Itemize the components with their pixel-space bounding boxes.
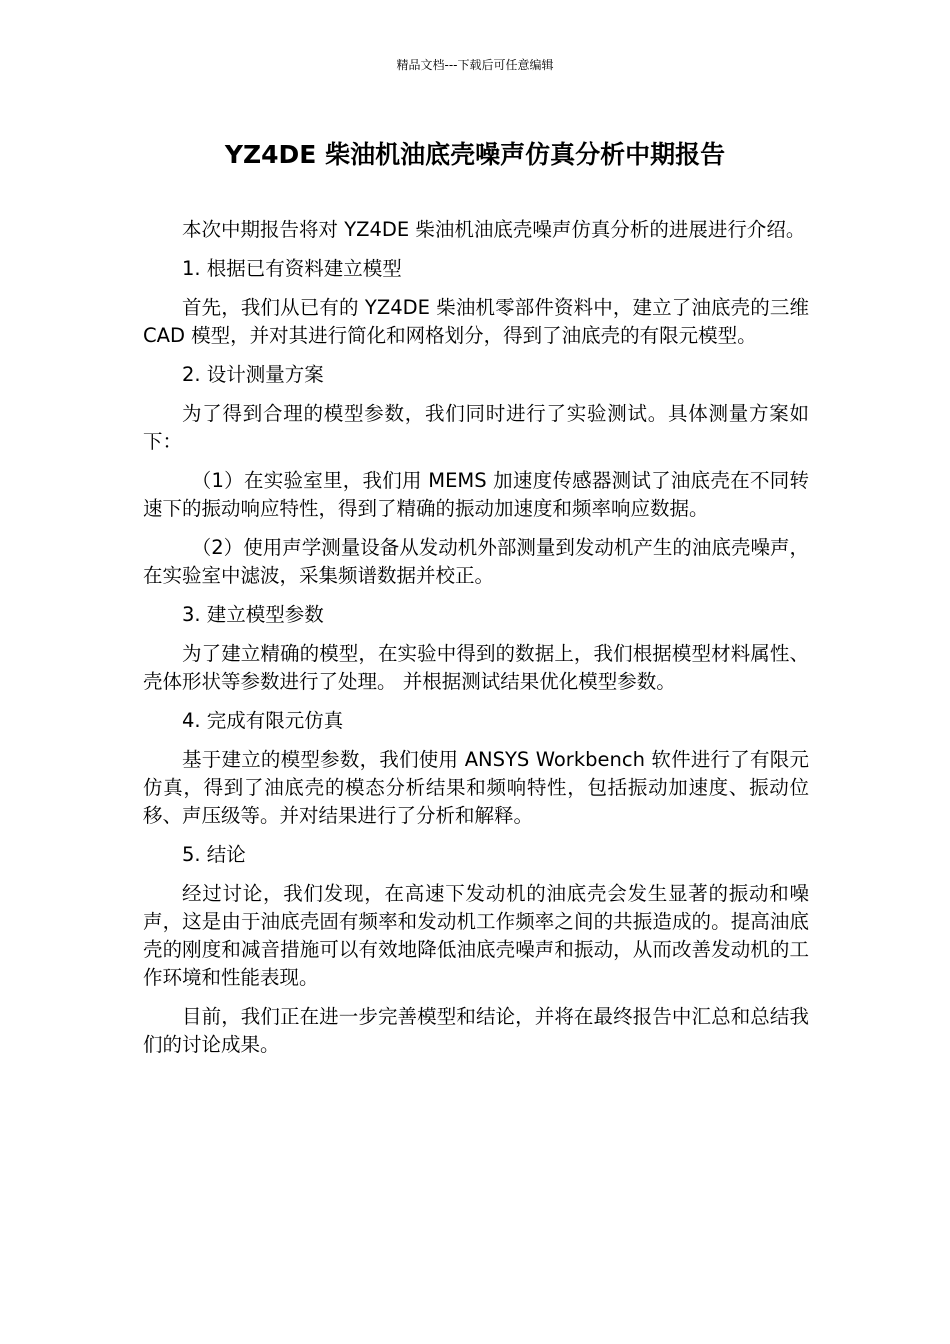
section-heading-5: 5. 结论: [182, 843, 246, 866]
page-header-note: 精品文档---下载后可任意编辑: [396, 58, 554, 72]
section-5-paragraph: 经过讨论，我们发现，在高速下发动机的油底壳会发生显著的振动和噪声，这是由于油底壳固有频率和发动机工作频率之间的共振造成的。提高油底壳的刚度和减音措施可以有效地降低油底壳噪声和振动，从而改善发动机的工作环境和性能表现。: [143, 882, 809, 989]
section-1-paragraph: 首先，我们从已有的 YZ4DE 柴油机零部件资料中，建立了油底壳的三维 CAD 模型，并对其进行简化和网格划分，得到了油底壳的有限元模型。: [143, 296, 809, 347]
section-4-paragraph: 基于建立的模型参数，我们使用 ANSYS Workbench 软件进行了有限元仿真，得到了油底壳的模态分析结果和频响特性，包括振动加速度、振动位移、声压级等。并对结果进行了分析和解释。: [143, 748, 809, 827]
section-heading-2: 2. 设计测量方案: [182, 363, 324, 386]
section-2-item-2: （2）使用声学测量设备从发动机外部测量到发动机产生的油底壳噪声，在实验室中滤波，采集频谱数据并校正。: [143, 536, 809, 587]
section-2-paragraph: 为了得到合理的模型参数，我们同时进行了实验测试。具体测量方案如下：: [143, 402, 809, 453]
document-body: [143, 216, 809, 1070]
section-heading-1: 1. 根据已有资料建立模型: [182, 257, 402, 280]
section-heading-4: 4. 完成有限元仿真: [182, 709, 344, 732]
document-title: YZ4DE 柴油机油底壳噪声仿真分析中期报告: [224, 140, 726, 169]
section-2-item-1: （1）在实验室里，我们用 MEMS 加速度传感器测试了油底壳在不同转速下的振动响应特性，得到了精确的振动加速度和频率响应数据。: [143, 469, 809, 520]
intro-paragraph: 本次中期报告将对 YZ4DE 柴油机油底壳噪声仿真分析的进展进行介绍。: [182, 218, 806, 241]
section-3-paragraph: 为了建立精确的模型，在实验中得到的数据上，我们根据模型材料属性、壳体形状等参数进行了处理。 并根据测试结果优化模型参数。: [143, 642, 809, 693]
closing-paragraph: 目前，我们正在进一步完善模型和结论，并将在最终报告中汇总和总结我们的讨论成果。: [143, 1005, 809, 1056]
section-heading-3: 3. 建立模型参数: [182, 603, 324, 626]
